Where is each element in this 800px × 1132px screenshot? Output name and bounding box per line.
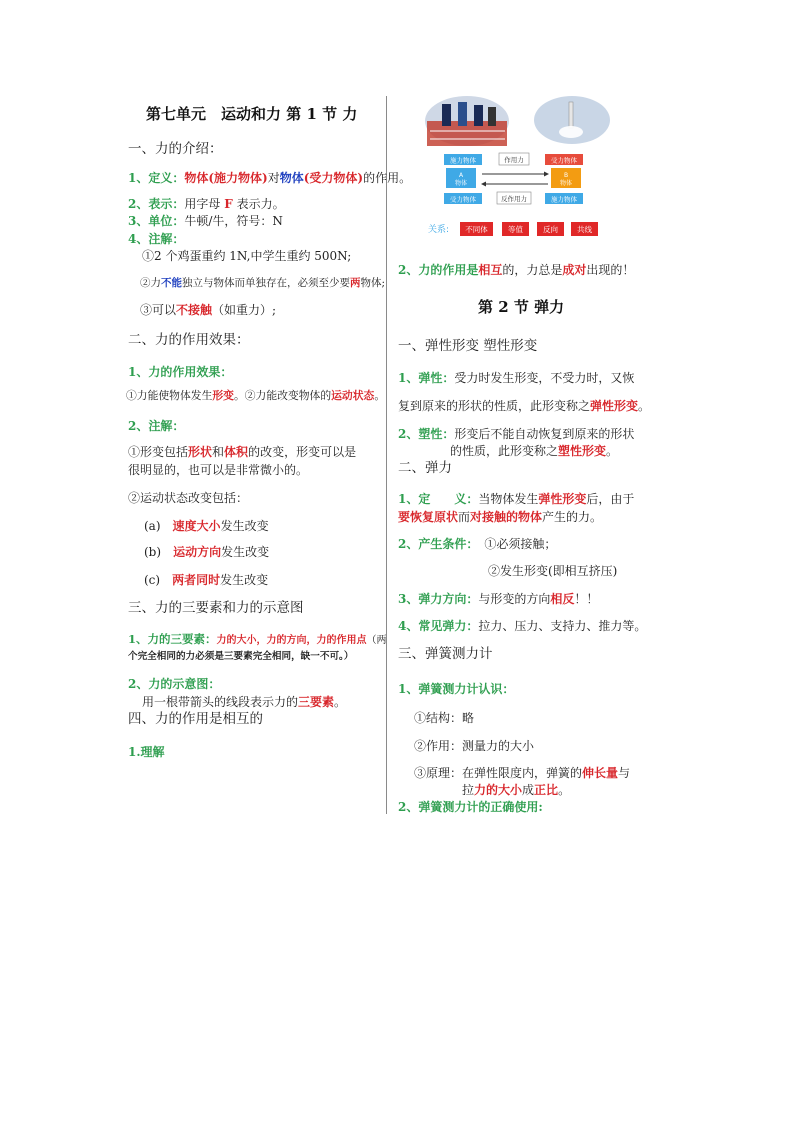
three-elements-line <box>128 634 387 646</box>
plastic-line-1 <box>398 428 634 440</box>
representation-line <box>128 198 285 210</box>
text: 牛顿/牛，符号：N <box>184 214 283 228</box>
highlight: 弹性形变 <box>590 399 639 413</box>
text: 拉 <box>462 783 475 797</box>
highlight: 不接触 <box>176 303 213 317</box>
text: 的，力总是 <box>502 263 563 277</box>
deformation-line-1 <box>128 446 356 458</box>
highlight: 相反 <box>550 592 575 606</box>
text: ！！ <box>574 592 599 606</box>
text: 复到原来的形状的性质，此形变称之 <box>398 399 591 413</box>
highlight: 物体 <box>279 171 304 185</box>
understand-heading: 1.理解 <box>128 745 165 759</box>
item-number: 4、注解： <box>128 232 185 246</box>
direction-line <box>398 593 598 605</box>
receiver-label-2: 受力物体 <box>450 195 476 204</box>
elastic-heading: 一、弹性形变 塑性形变 <box>398 338 538 354</box>
text: 和 <box>212 445 225 459</box>
text: （两 <box>366 635 387 646</box>
highlight: 体积 <box>224 445 249 459</box>
highlight: 力的大小 <box>474 783 523 797</box>
highlight: 成对 <box>562 263 587 277</box>
text: ②力 <box>140 277 161 289</box>
condition-line-2: ②发生形变(即相互挤压) <box>488 564 618 578</box>
text: （如重力）; <box>212 303 277 317</box>
elastic-line-2 <box>398 400 650 412</box>
force-diagram-line <box>142 696 346 708</box>
highlight: 对接触的物体 <box>470 510 543 524</box>
text: 物体; <box>360 277 386 289</box>
item-number: 4、常见弹力： <box>398 619 479 633</box>
note-2 <box>140 278 385 289</box>
text: 独立与物体而单独存在，必须至少要 <box>182 277 350 289</box>
condition-line-1 <box>398 538 556 550</box>
spring-scale-heading: 三、弹簧测力计 <box>398 646 493 662</box>
force-interaction-diagram <box>420 96 640 246</box>
section-2-title: 第 2 节 弹力 <box>478 298 565 316</box>
applier-label: 施力物体 <box>450 156 476 165</box>
note-1: ①2 个鸡蛋重约 1N,中学生重约 500N; <box>142 249 352 263</box>
effect-heading: 1、力的作用效果： <box>128 365 233 379</box>
item-number: 3、单位： <box>128 214 185 228</box>
text: 的性质，此形变称之 <box>450 444 559 458</box>
text: 产生的力。 <box>542 510 603 524</box>
relation-label: 关系: <box>428 225 450 235</box>
text: 发生改变 <box>220 519 269 533</box>
text: 当物体发生 <box>478 492 539 506</box>
highlight: 塑性形变 <box>558 444 607 458</box>
principle-line-1 <box>414 767 630 779</box>
text: 成 <box>522 783 535 797</box>
function-line: ②作用：测量力的大小 <box>414 739 535 753</box>
highlight: 运动方向 <box>173 545 222 559</box>
object-a-text: 物体 <box>454 180 468 187</box>
motion-state-line: ②运动状态改变包括： <box>128 491 249 505</box>
text: ①力能使物体发生 <box>126 389 213 402</box>
unit-line <box>128 215 283 227</box>
elastic-def-line-1 <box>398 493 634 505</box>
structure-line: ①结构：略 <box>414 711 475 725</box>
note-3 <box>140 304 276 316</box>
highlight: 形状 <box>188 445 213 459</box>
text: 。 <box>638 399 651 413</box>
text: 受力时发生形变，不受力时，又恢 <box>454 371 635 385</box>
text: 的改变，形变可以是 <box>248 445 357 459</box>
text: 。 <box>334 695 347 709</box>
text: 。②力能改变物体的 <box>233 389 332 402</box>
motion-item-a <box>144 520 269 532</box>
highlight: (受力物体) <box>303 171 364 185</box>
text: ①形变包括 <box>128 445 189 459</box>
text: 表示力。 <box>236 197 285 211</box>
text: ③原理：在弹性限度内，弹簧的 <box>414 766 583 780</box>
motion-item-b <box>144 546 269 558</box>
spring-scale-usage-heading: 2、弹簧测力计的正确使用: <box>398 800 543 814</box>
runners-photo <box>425 96 509 146</box>
column-divider <box>386 96 387 814</box>
text: 后，由于 <box>586 492 635 506</box>
definition-line <box>128 172 411 184</box>
text: 的作用。 <box>363 171 412 185</box>
plastic-line-2 <box>450 445 618 457</box>
highlight: 两 <box>350 277 361 289</box>
highlight: 正比 <box>534 783 559 797</box>
highlight: 力的大小，力的方向，力的作用点 <box>216 635 367 646</box>
applier-label-2: 施力物体 <box>551 195 577 204</box>
elastic-force-heading: 二、弹力 <box>398 460 452 476</box>
section-heading-4: 四、力的作用是相互的 <box>128 711 263 727</box>
text: 用一根带箭头的线段表示力的 <box>142 695 299 709</box>
principle-line-2 <box>462 784 570 796</box>
mutual-force-line <box>398 264 634 276</box>
highlight: 不能 <box>161 277 182 289</box>
tag-label: 反向 <box>543 225 558 234</box>
tag-label: 等值 <box>508 225 523 234</box>
highlight: 相互 <box>478 263 503 277</box>
item-number: 2、表示： <box>128 197 185 211</box>
text: 拉力、压力、支持力、推力等。 <box>478 619 647 633</box>
note-heading <box>128 233 184 245</box>
text: 。 <box>374 389 386 402</box>
highlight: 物体(施力物体) <box>184 171 268 185</box>
receiver-label: 受力物体 <box>551 156 577 165</box>
effect-note-heading: 2、注解： <box>128 419 185 433</box>
item-number: 1、定义： <box>128 171 185 185</box>
spring-scale-recognize: 1、弹簧测力计认识： <box>398 682 515 696</box>
section-heading-3: 三、力的三要素和力的示意图 <box>128 600 304 616</box>
unit-title: 第七单元 运动和力 第 1 节 力 <box>146 105 358 123</box>
text: 。 <box>558 783 571 797</box>
motion-item-c <box>144 574 268 586</box>
item-number: 1、力的三要素： <box>128 632 217 646</box>
item-number: 3、弹力方向： <box>398 592 479 606</box>
highlight: F <box>224 197 233 211</box>
text: 2、力的作用是 <box>398 263 479 277</box>
object-b-letter: B <box>563 172 569 179</box>
text: 用字母 <box>184 197 221 211</box>
object-a-letter: A <box>458 172 464 179</box>
text: 形变后不能自动恢复到原来的形状 <box>454 427 635 441</box>
highlight: 伸长量 <box>582 766 619 780</box>
rocket-photo <box>534 96 610 144</box>
text: 出现的！ <box>586 263 635 277</box>
item-number: 2、产生条件： <box>398 537 473 551</box>
text: (a) <box>144 519 161 533</box>
section-heading-2: 二、力的作用效果： <box>128 332 250 348</box>
highlight: 要恢复原状 <box>398 510 459 524</box>
text: ③可以 <box>140 303 177 317</box>
highlight: 运动状态 <box>331 389 375 402</box>
item-number: 1、弹性： <box>398 371 455 385</box>
elastic-line-1 <box>398 372 634 384</box>
tag-label: 不同体 <box>465 225 488 234</box>
highlight: 速度大小 <box>172 519 221 533</box>
deformation-line-2: 很明显的，也可以是非常微小的。 <box>128 463 309 477</box>
text: ①必须接触； <box>484 537 557 551</box>
text: 与形变的方向 <box>478 592 551 606</box>
text: 。 <box>606 444 619 458</box>
text: 发生改变 <box>221 545 270 559</box>
highlight: 两者同时 <box>172 573 221 587</box>
effect-line <box>126 391 385 402</box>
text: 对 <box>267 171 280 185</box>
text: (b) <box>144 545 162 559</box>
object-b-text: 物体 <box>559 180 573 187</box>
text: 而 <box>458 510 471 524</box>
highlight: 形变 <box>212 389 234 402</box>
three-elements-note: 个完全相同的力必须是三要素完全相同，缺一不可。） <box>128 651 354 662</box>
text: 发生改变 <box>220 573 269 587</box>
text: (c) <box>144 573 161 587</box>
tag-label: 共线 <box>577 225 592 234</box>
item-number: 1、定 义： <box>398 492 479 506</box>
common-force-line <box>398 620 646 632</box>
highlight: 三要素 <box>298 695 335 709</box>
item-number: 2、塑性： <box>398 427 455 441</box>
section-heading-1: 一、力的介绍： <box>128 141 223 157</box>
action-label: 作用力 <box>504 156 524 164</box>
reaction-label: 反作用力 <box>501 195 527 203</box>
force-diagram-heading: 2、力的示意图： <box>128 677 221 691</box>
elastic-def-line-2 <box>398 511 602 523</box>
highlight: 弹性形变 <box>538 492 587 506</box>
text: 与 <box>618 766 631 780</box>
